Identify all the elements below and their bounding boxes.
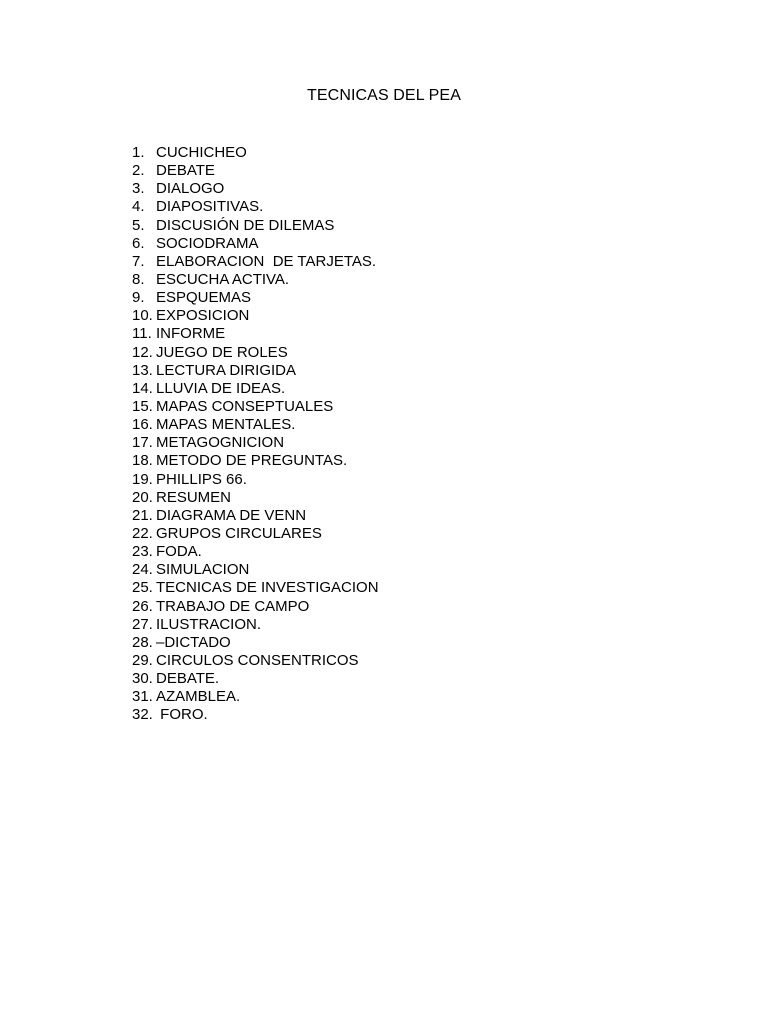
- list-item-number: 16.: [132, 416, 153, 434]
- list-item: [132, 362, 379, 380]
- list-item-text: JUEGO DE ROLES: [156, 343, 288, 361]
- list-item-number: 18.: [132, 452, 153, 470]
- list-item: [132, 344, 379, 362]
- list-item-text: SOCIODRAMA: [156, 234, 259, 252]
- list-item-number: 10.: [132, 307, 153, 325]
- list-item-number: 17.: [132, 434, 153, 452]
- list-item-number: 19.: [132, 470, 153, 488]
- list-item-number: 21.: [132, 506, 153, 524]
- list-item-number: 29.: [132, 651, 153, 669]
- list-item-number: 8.: [132, 270, 145, 288]
- list-item: [132, 198, 379, 216]
- list-item-number: 31.: [132, 688, 153, 706]
- list-item: [132, 289, 379, 307]
- list-item-number: 13.: [132, 361, 153, 379]
- list-item: [132, 416, 379, 434]
- list-item: [132, 271, 379, 289]
- list-item-number: 11.: [132, 325, 152, 343]
- list-item-number: 20.: [132, 488, 153, 506]
- list-item-text: DIAPOSITIVAS.: [156, 198, 264, 216]
- list-item-number: 5.: [132, 216, 145, 234]
- list-item: [132, 217, 379, 235]
- list-item-text: DISCUSIÓN DE DILEMAS: [156, 216, 335, 234]
- list-item: [132, 525, 379, 543]
- list-item: [132, 543, 379, 561]
- list-item: [132, 144, 379, 162]
- list-item-text: EXPOSICION: [156, 307, 250, 325]
- list-item-text: METAGOGNICION: [156, 434, 285, 452]
- list-item: [132, 598, 379, 616]
- list-item-number: 2.: [132, 162, 145, 180]
- list-item-number: 3.: [132, 180, 145, 198]
- list-item-number: 15.: [132, 397, 153, 415]
- list-item: [132, 507, 379, 525]
- list-item-number: 28.: [132, 633, 153, 651]
- list-item-text: MAPAS MENTALES.: [156, 416, 296, 434]
- list-item-text: LLUVIA DE IDEAS.: [156, 379, 286, 397]
- list-item-number: 25.: [132, 579, 153, 597]
- list-item: [132, 489, 379, 507]
- list-item-text: FORO.: [156, 706, 208, 724]
- list-item: [132, 634, 379, 652]
- list-item-number: 1.: [132, 144, 145, 161]
- list-item-text: METODO DE PREGUNTAS.: [156, 452, 348, 470]
- list-item-text: SIMULACION: [156, 561, 250, 579]
- list-item-text: TRABAJO DE CAMPO: [156, 597, 310, 615]
- list-item-text: TECNICAS DE INVESTIGACION: [156, 579, 379, 597]
- list-item: [132, 434, 379, 452]
- list-item-number: 22.: [132, 524, 153, 542]
- list-item-text: DEBATE: [156, 162, 215, 180]
- list-item-text: AZAMBLEA.: [156, 688, 241, 706]
- list-item-text: INFORME: [156, 325, 226, 343]
- list-item-text: ESPQUEMAS: [156, 289, 252, 307]
- list-item-number: 9.: [132, 289, 145, 307]
- list-item: [132, 325, 379, 343]
- list-item-text: DEBATE.: [156, 670, 220, 688]
- list-item-number: 6.: [132, 234, 145, 252]
- list-item: [132, 253, 379, 271]
- list-item-text: LECTURA DIRIGIDA: [156, 361, 297, 379]
- list-item-text: GRUPOS CIRCULARES: [156, 524, 322, 542]
- list-item: [132, 180, 379, 198]
- list-item-number: 4.: [132, 198, 145, 216]
- list-item: [132, 471, 379, 489]
- list-item-text: RESUMEN: [156, 488, 232, 506]
- list-item: [132, 398, 379, 416]
- list-item-text: DIAGRAMA DE VENN: [156, 506, 307, 524]
- list-item: [132, 616, 379, 634]
- list-item-text: PHILLIPS 66.: [156, 470, 247, 488]
- list-item-text: ILUSTRACION.: [156, 615, 262, 633]
- list-item: [132, 670, 379, 688]
- list-item: [132, 307, 379, 325]
- list-item: [132, 652, 379, 670]
- list-item-number: 14.: [132, 379, 153, 397]
- list-item-text: DIALOGO: [156, 180, 225, 198]
- list-item: [132, 162, 379, 180]
- list-item: [132, 561, 379, 579]
- list-item-number: 7.: [132, 252, 145, 270]
- list-item-number: 30.: [132, 670, 153, 688]
- list-item-text: CIRCULOS CONSENTRICOS: [156, 651, 359, 669]
- list-item-number: 12.: [132, 343, 153, 361]
- list-item: [132, 706, 379, 724]
- list-item-text: CUCHICHEO: [156, 144, 247, 161]
- list-item-text: ESCUCHA ACTIVA.: [156, 270, 290, 288]
- list-item: [132, 579, 379, 597]
- list-item-number: 27.: [132, 615, 153, 633]
- list-item-text: MAPAS CONSEPTUALES: [156, 397, 334, 415]
- list-item: [132, 235, 379, 253]
- list-item: [132, 452, 379, 470]
- list-item: [132, 688, 379, 706]
- technique-list: [132, 144, 379, 725]
- list-item-number: 26.: [132, 597, 153, 615]
- list-item: [132, 380, 379, 398]
- list-item-number: 24.: [132, 561, 153, 579]
- list-item-text: ELABORACION DE TARJETAS.: [156, 252, 377, 270]
- list-item-text: –DICTADO: [156, 633, 231, 651]
- list-item-number: 32.: [132, 706, 153, 724]
- document-title: TECNICAS DEL PEA: [307, 87, 461, 104]
- list-item-text: FODA.: [156, 543, 202, 561]
- list-item-number: 23.: [132, 543, 153, 561]
